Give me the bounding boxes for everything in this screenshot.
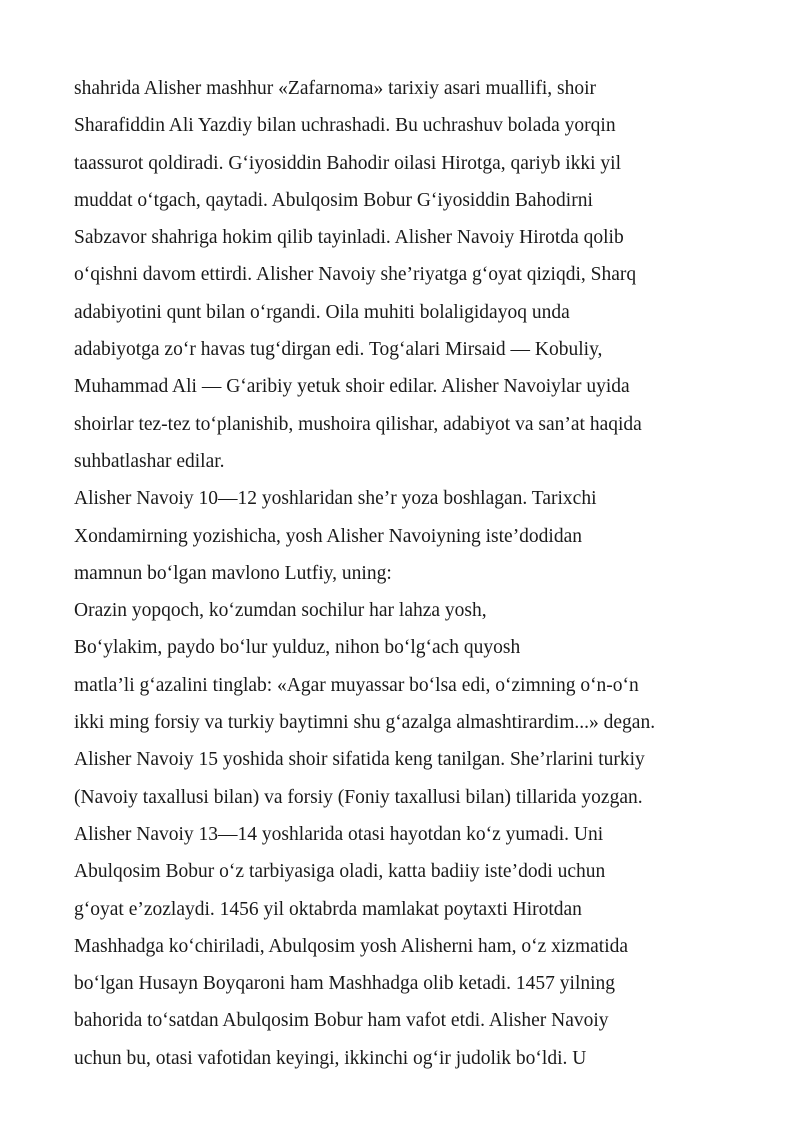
poem-line: Bo‘ylakim, paydo bo‘lur yulduz, nihon bo‘lg‘ach quyosh (74, 637, 521, 659)
text-line: Sharafiddin Ali Yazdiy bilan uchrashadi. Bu uchrashuv bolada yorqin (74, 115, 616, 137)
text-line: suhbatlashar edilar. (74, 450, 225, 472)
body-text (74, 70, 754, 1077)
text-line: ikki ming forsiy va turkiy baytimni shu g‘azalga almashtirardim...» degan. (74, 712, 656, 734)
text-line: Abulqosim Bobur o‘z tarbiyasiga oladi, katta badiiy iste’dodi uchun (74, 861, 606, 883)
text-line: adabiyotini qunt bilan o‘rgandi. Oila muhiti bolaligidayoq unda (74, 301, 570, 323)
text-line: taassurot qoldiradi. G‘iyosiddin Bahodir oilasi Hirotga, qariyb ikki yil (74, 152, 622, 174)
text-line: mamnun bo‘lgan mavlono Lutfiy, uning: (74, 562, 392, 584)
text-line: Alisher Navoiy 10—12 yoshlaridan she’r yoza boshlagan. Tarixchi (74, 488, 597, 510)
text-line: Sabzavor shahriga hokim qilib tayinladi. Alisher Navoiy Hirotda qolib (74, 227, 624, 249)
text-line: matla’li g‘azalini tinglab: «Agar muyassar bo‘lsa edi, o‘zimning o‘n-o‘n (74, 674, 639, 696)
text-line: shoirlar tez-tez to‘planishib, mushoira qilishar, adabiyot va san’at haqida (74, 413, 642, 435)
text-line: Xondamirning yozishicha, yosh Alisher Navoiyning iste’dodidan (74, 525, 583, 547)
text-line: Muhammad Ali — G‘aribiy yetuk shoir edilar. Alisher Navoiylar uyida (74, 376, 630, 398)
text-line: muddat o‘tgach, qaytadi. Abulqosim Bobur G‘iyosiddin Bahodirni (74, 189, 593, 211)
text-line: uchun bu, otasi vafotidan keyingi, ikkinchi og‘ir judolik bo‘ldi. U (74, 1047, 587, 1069)
text-line: bahorida to‘satdan Abulqosim Bobur ham vafot etdi. Alisher Navoiy (74, 1010, 609, 1032)
text-line: g‘oyat e’zozlaydi. 1456 yil oktabrda mamlakat poytaxti Hirotdan (74, 898, 582, 920)
text-line: adabiyotga zo‘r havas tug‘dirgan edi. Tog‘alari Mirsaid — Kobuliy, (74, 339, 603, 361)
text-line: Alisher Navoiy 13—14 yoshlarida otasi hayotdan ko‘z yumadi. Uni (74, 823, 604, 845)
text-line: bo‘lgan Husayn Boyqaroni ham Mashhadga olib ketadi. 1457 yilning (74, 973, 616, 995)
text-line: (Navoiy taxallusi bilan) va forsiy (Foniy taxallusi bilan) tillarida yozgan. (74, 786, 643, 808)
text-line: o‘qishni davom ettirdi. Alisher Navoiy she’riyatga g‘oyat qiziqdi, Sharq (74, 264, 637, 286)
text-line: Alisher Navoiy 15 yoshida shoir sifatida keng tanilgan. She’rlarini turkiy (74, 749, 645, 771)
text-line: Mashhadga ko‘chiriladi, Abulqosim yosh Alisherni ham, o‘z xizmatida (74, 935, 629, 957)
poem-line: Orazin yopqoch, ko‘zumdan sochilur har lahza yosh, (74, 600, 487, 622)
text-line: shahrida Alisher mashhur «Zafarnoma» tarixiy asari muallifi, shoir (74, 78, 597, 99)
